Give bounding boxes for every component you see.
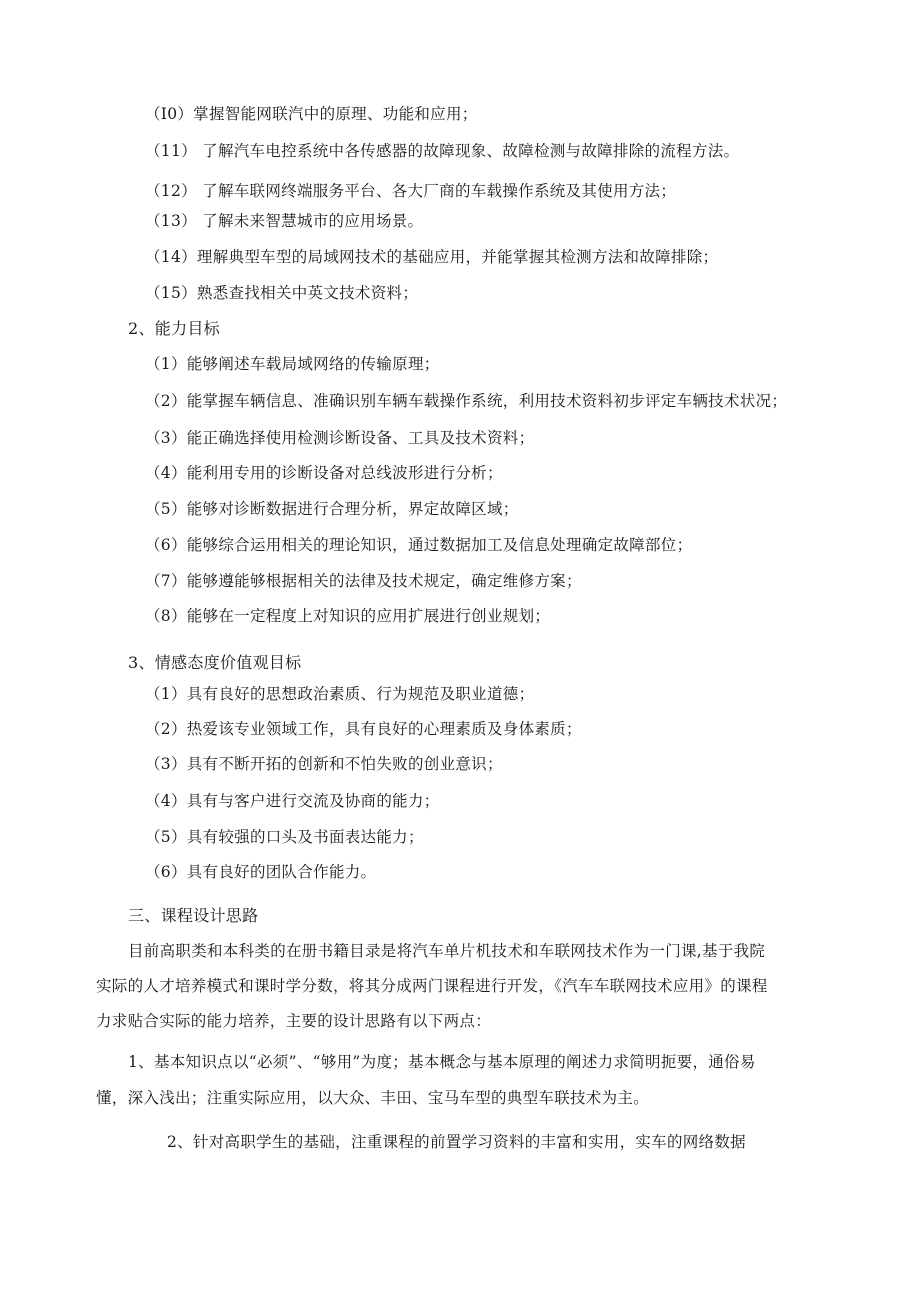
attitude-item-2: （2）热爱该专业领域工作，具有良好的心理素质及身体素质； <box>145 720 582 738</box>
ability-item-6: （6）能够综合运用相关的理论知识，通过数据加工及信息处理确定故障部位； <box>145 536 693 554</box>
design-heading: 三、课程设计思路 <box>128 906 259 925</box>
attitude-item-3: （3）具有不断开拓的创新和不怕失败的创业意识； <box>145 755 503 773</box>
ability-heading: 2、能力目标 <box>128 319 220 338</box>
design-point1-line-1: 1、基本知识点以“必须”、“够用”为度；基本概念与基本原理的阐述力求简明扼要，通俗易 <box>128 1053 756 1071</box>
knowledge-item-15: （15）熟悉查找相关中英文技术资料； <box>145 284 419 302</box>
design-point1-line-2: 懂，深入浅出；注重实际应用，以大众、丰田、宝马车型的典型车联技术为主。 <box>96 1089 650 1107</box>
design-intro-line-2: 实际的人才培养模式和课时学分数，将其分成两门课程进行开发，《汽车车联网技术应用》的课程 <box>96 977 768 995</box>
attitude-item-5: （5）具有较强的口头及书面表达能力； <box>145 828 424 846</box>
ability-item-4: （4）能利用专用的诊断设备对总线波形进行分析； <box>145 464 503 482</box>
attitude-item-4: （4）具有与客户进行交流及协商的能力； <box>145 792 440 810</box>
knowledge-item-14: （14）理解典型车型的局域网技术的基础应用，并能掌握其检测方法和故障排除； <box>145 248 719 266</box>
attitude-item-1: （1）具有良好的思想政治素质、行为规范及职业道德； <box>145 685 535 703</box>
design-intro-line-1: 目前高职类和本科类的在册书籍目录是将汽车单片机技术和车联网技术作为一门课,基于我院 <box>128 942 766 960</box>
ability-item-3: （3）能正确选择使用检测诊断设备、工具及技术资料； <box>145 429 535 447</box>
knowledge-item-13: （13） 了解未来智慧城市的应用场景。 <box>145 212 424 230</box>
ability-item-5: （5）能够对诊断数据进行合理分析，界定故障区域； <box>145 500 519 518</box>
ability-item-8: （8）能够在一定程度上对知识的应用扩展进行创业规划； <box>145 607 551 625</box>
ability-item-7: （7）能够遵能够根据相关的法律及技术规定，确定维修方案； <box>145 572 582 590</box>
ability-item-1: （1）能够阐述车载局域网络的传输原理； <box>145 355 440 373</box>
knowledge-item-10: （I0）掌握智能网联汽中的原理、功能和应用； <box>145 105 478 123</box>
attitude-item-6: （6）具有良好的团队合作能力。 <box>145 863 377 881</box>
knowledge-item-11: （11） 了解汽车电控系统中各传感器的故障现象、故障检测与故障排除的流程方法。 <box>145 142 740 160</box>
ability-item-2: （2）能掌握车辆信息、准确识别车辆车载操作系统，利用技术资料初步评定车辆技术状况； <box>145 392 788 410</box>
design-intro-line-3: 力求贴合实际的能力培养，主要的设计思路有以下两点： <box>96 1012 492 1030</box>
design-point2-line-1: 2、针对高职学生的基础，注重课程的前置学习资料的丰富和实用，实车的网络数据 <box>167 1133 746 1151</box>
knowledge-item-12: （12） 了解车联网终端服务平台、各大厂商的车载操作系统及其使用方法； <box>145 182 677 200</box>
attitude-heading: 3、情感态度价值观目标 <box>128 653 302 672</box>
